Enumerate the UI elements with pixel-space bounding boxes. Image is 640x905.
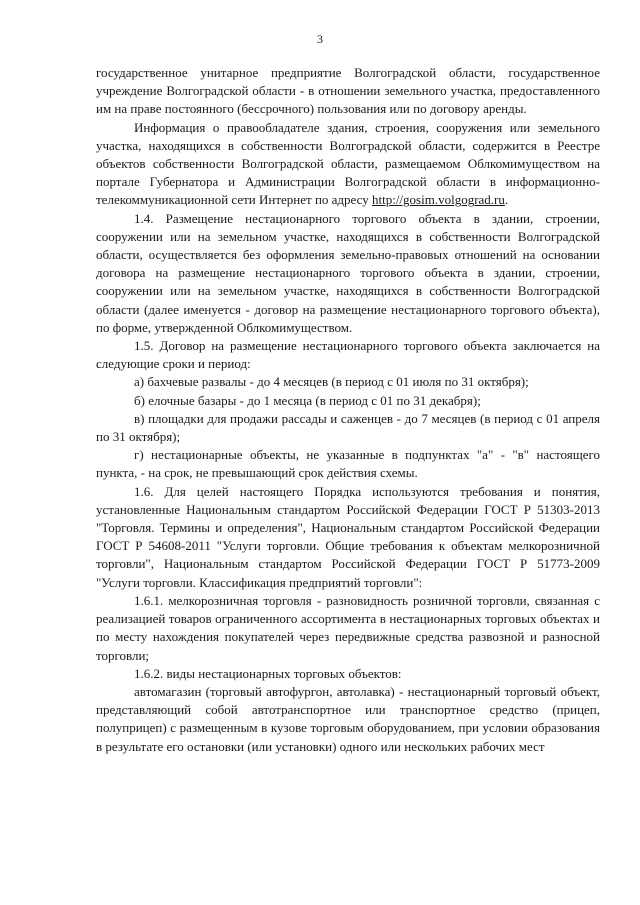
page-number: 3 [317, 32, 323, 46]
list-item-v: в) площадки для продажи рассады и саженцев - до 7 месяцев (в период с 01 апреля по 31 октября); [96, 410, 600, 445]
paragraph-automagazin: автомагазин (торговый автофургон, автолавка) - нестационарный торговый объект, представляющий собой автотранспортное или транспортное средство (прицеп, полуприцеп) с размещенным в кузове торговым оборудованием, при условии образования в результате его остановки (или установки) одного или нескольких рабочих мест [96, 683, 600, 754]
paragraph-1-6-2: 1.6.2. виды нестационарных торговых объектов: [134, 665, 402, 681]
paragraph-owner-info [96, 119, 600, 210]
paragraph-1-6: 1.6. Для целей настоящего Порядка используются требования и понятия, установленные Национальным стандартом Российской Федерации ГОСТ Р 51303-2013 "Торговля. Термины и определения", Национальным стандартом Российской Федерации ГОСТ Р 54608-2011 "Услуги торговли. Общие требования к объектам мелкорозничной торговли", Национальным стандартом Российской Федерации ГОСТ Р 51773-2009 "Услуги торговли. Классификация предприятий торговли": [96, 483, 600, 590]
paragraph-1-5: 1.5. Договор на размещение нестационарного торгового объекта заключается на следующие сроки и период: [96, 338, 600, 372]
list-item-g: г) нестационарные объекты, не указанные в подпунктах "а" - "в" настоящего пункта, - на срок, не превышающий срок действия схемы. [96, 447, 600, 481]
portal-link[interactable]: http://gosim.volgograd.ru [371, 192, 505, 208]
list-item-a: а) бахчевые развалы - до 4 месяцев (в период с 01 июля по 31 октября); [134, 374, 529, 390]
paragraph-owner-info-end: . [504, 192, 509, 208]
paragraph-continuation: государственное унитарное предприятие Волгоградской области, государственное учреждение Волгоградской области - в отношении земельного участка, предоставленного им на праве постоянного (бессрочного) пользования или по договору аренды. [96, 65, 600, 117]
paragraph-1-4: 1.4. Размещение нестационарного торгового объекта в здании, строении, сооружении или на земельном участке, находящихся в собственности Волгоградской области, осуществляется без оформления земельно-правовых отношений на основании договора на размещение нестационарного торгового объекта в здании, строении, сооружении или на земельном участке, находящихся в собственности Волгоградской области (далее именуется - договор на размещение нестационарного торгового объекта), по форме, утвержденной Облкомимуществом. [96, 210, 600, 335]
paragraph-owner-info-text: Информация о правообладателе здания, строения, сооружения или земельного участка, находящихся в собственности Волгоградской области, содержится в Реестре объектов собственности Волгоградской области, размещаемом Облкомимуществом на портале Губернатора и Администрации Волгоградской области в информационно-телекоммуникационной сети Интернет по адресу [96, 119, 600, 208]
document-body [96, 64, 600, 756]
paragraph-1-6-1: 1.6.1. мелкорозничная торговля - разновидность розничной торговли, связанная с реализацией товаров ограниченного ассортимента в нестационарных торговых объектах и по месту нахождения покупателей через передвижные средства развозной и разносной торговли; [96, 592, 600, 663]
list-item-b: б) елочные базары - до 1 месяца (в период с 01 по 31 декабря); [134, 392, 481, 408]
